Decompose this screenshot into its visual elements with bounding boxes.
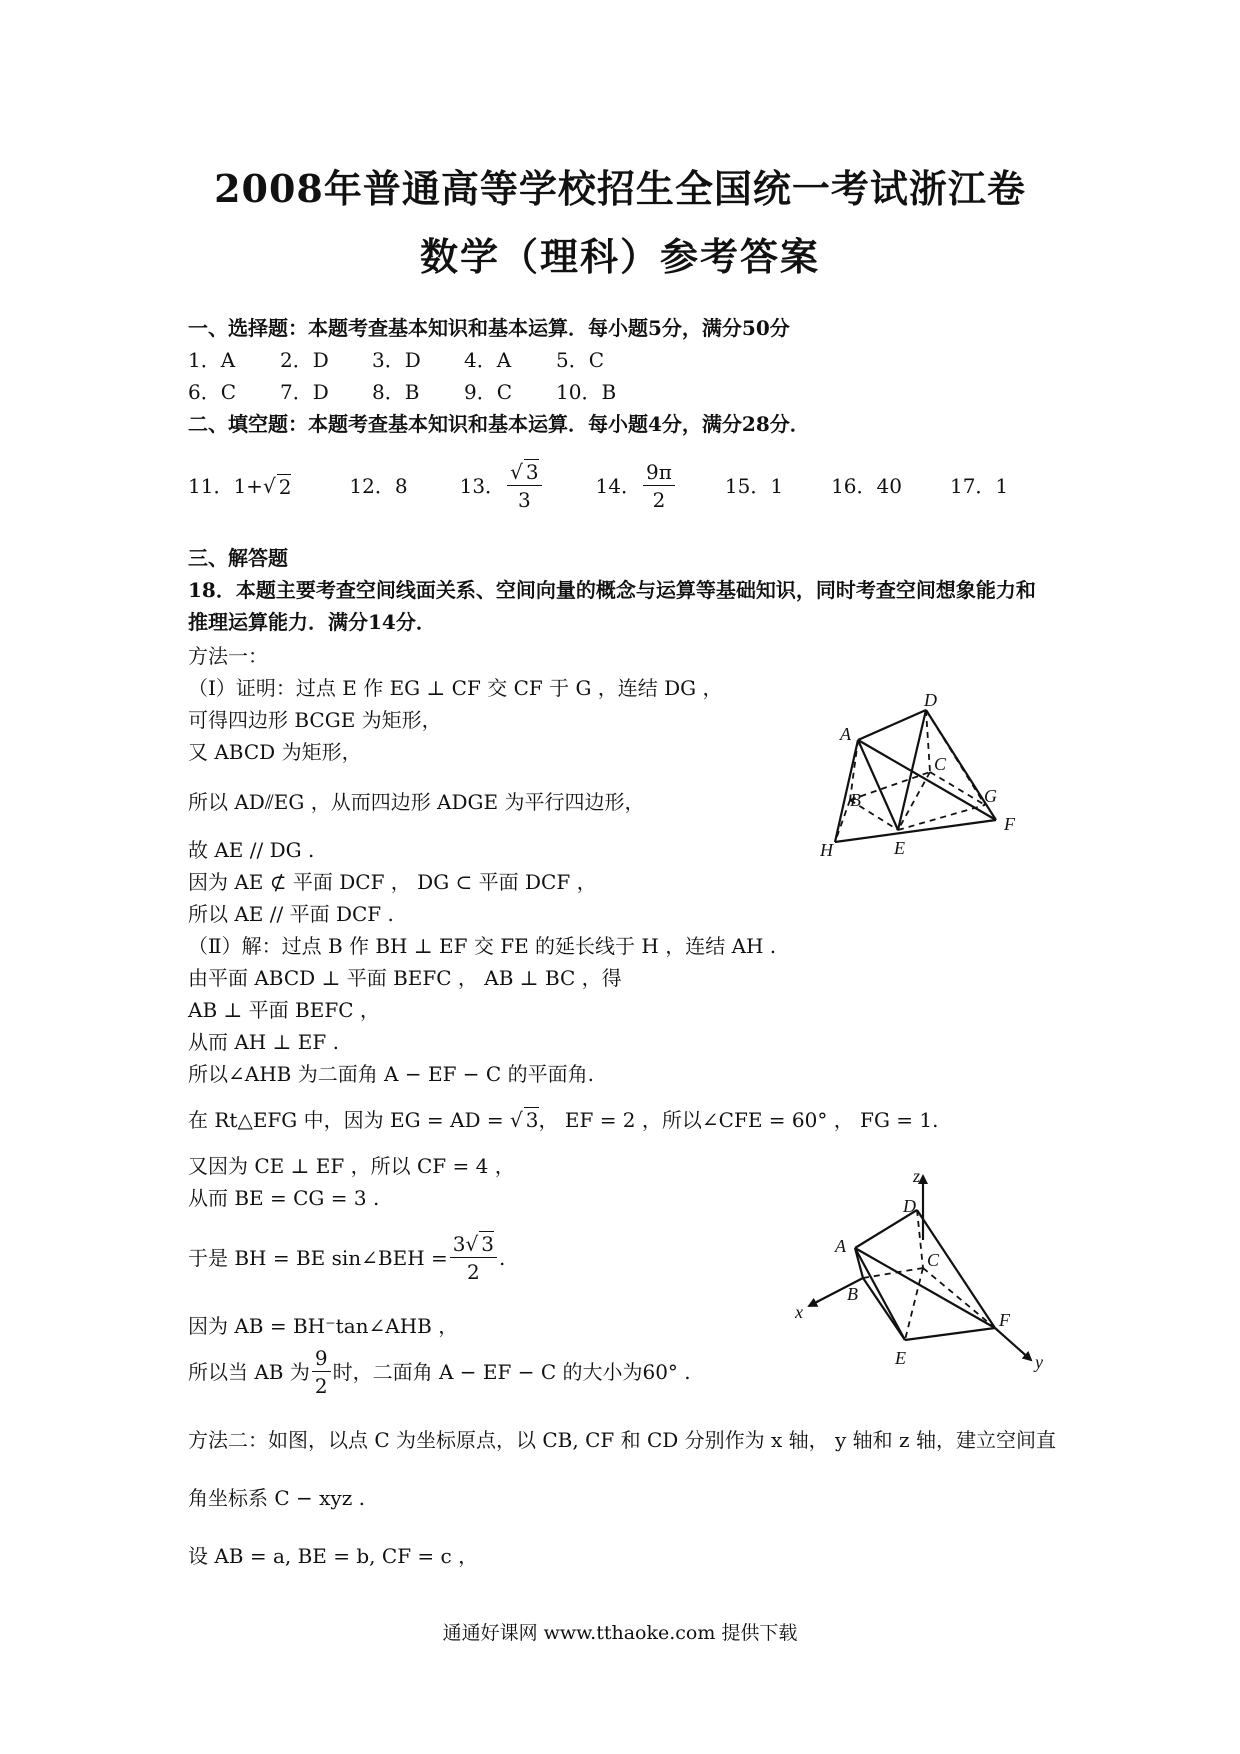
proof-line-5: 故 AE // DG . bbox=[188, 838, 315, 862]
bh-fraction-bottom: 2 bbox=[467, 1260, 480, 1284]
figure-2-coordinate-solid bbox=[795, 1168, 1065, 1383]
section2-heading: 二、填空题：本题考查基本知识和基本运算．每小题4分，满分28分． bbox=[188, 412, 810, 436]
answer-11-prefix: 1+ bbox=[233, 474, 263, 498]
answer-14-bottom: 2 bbox=[652, 488, 666, 512]
proof-line-18-b: 时，二面角 A − EF − C 的大小为60° . bbox=[332, 1360, 691, 1384]
answer-2: 2．D bbox=[280, 348, 329, 372]
proof-line-9: 由平面 ABCD ⊥ 平面 BEFC ， AB ⊥ BC ，得 bbox=[188, 966, 622, 990]
fig2-label-E: E bbox=[895, 1348, 906, 1368]
proof-line-2: 可得四边形 BCGE 为矩形， bbox=[188, 708, 442, 732]
section3-heading: 三、解答题 bbox=[188, 546, 288, 570]
page-title: 2008年普通高等学校招生全国统一考试浙江卷 bbox=[214, 166, 1026, 211]
question18-intro: 18．本题主要考查空间线面关系、空间向量的概念与运算等基础知识，同时考查空间想象能力和 bbox=[188, 578, 1036, 602]
fig2-label-F: F bbox=[999, 1310, 1010, 1330]
method-one: 方法一： bbox=[188, 644, 268, 668]
answer-13-bottom: 3 bbox=[517, 488, 531, 512]
answer-4: 4．A bbox=[464, 348, 512, 372]
fig2-label-B: B bbox=[847, 1284, 858, 1304]
answer-6: 6．C bbox=[188, 380, 237, 404]
proof-line-18-a: 所以当 AB 为 bbox=[188, 1360, 310, 1384]
fig1-label-C: C bbox=[934, 754, 947, 774]
ab-fraction bbox=[312, 1346, 331, 1398]
answer-10: 10．B bbox=[556, 380, 617, 404]
proof-line-13-radicand: 3 bbox=[525, 1108, 539, 1132]
answer-1: 1．A bbox=[188, 348, 236, 372]
proof-line-16-b: . bbox=[499, 1246, 506, 1270]
fig2-label-D: D bbox=[903, 1196, 916, 1216]
fig2-label-y: y bbox=[1035, 1352, 1043, 1372]
fill-answers-row: 11． 1+ √ 2 12．8 13． $\frac{√ 3}{3}$ 14． $\frac{9\pi}{2}$ 15．1 16．40 17．1 bbox=[188, 460, 1009, 512]
answer-14-number: 14． bbox=[595, 474, 641, 498]
proof-line-8: （Ⅱ）解：过点 B 作 BH ⊥ EF 交 FE 的延长线于 H ，连结 AH . bbox=[188, 934, 777, 958]
method-two-line-1: 方法二：如图，以点 C 为坐标原点，以 CB, CF 和 CD 分别作为 x 轴， y 轴和 z 轴，建立空间直 bbox=[188, 1428, 1056, 1452]
proof-line-15: 从而 BE = CG = 3 . bbox=[188, 1186, 380, 1210]
proof-line-4: 所以 AD⫽EG ，从而四边形 ADGE 为平行四边形， bbox=[188, 790, 645, 814]
fig1-label-E: E bbox=[894, 838, 905, 858]
proof-line-3: 又 ABCD 为矩形， bbox=[188, 740, 362, 764]
page-footer: 通通好课网 www.tthaoke.com 提供下载 bbox=[442, 1622, 798, 1644]
proof-line-10: AB ⊥ 平面 BEFC ， bbox=[188, 998, 380, 1022]
proof-line-1: （Ⅰ）证明：过点 E 作 EG ⊥ CF 交 CF 于 G ，连结 DG ， bbox=[188, 676, 723, 700]
bh-fraction-coef: 3 bbox=[452, 1232, 466, 1256]
answer-15: 15．1 bbox=[724, 474, 784, 498]
answer-14-fraction bbox=[643, 460, 675, 512]
page-subtitle: 数学（理科）参考答案 bbox=[419, 234, 820, 279]
fig2-label-z: z bbox=[913, 1168, 921, 1186]
answer-7: 7．D bbox=[280, 380, 329, 404]
choice-answers-row1 bbox=[188, 348, 648, 372]
bh-fraction: $\frac{3√ 3}{2}$ bbox=[450, 1232, 497, 1284]
proof-line-13-a: 在 Rt△EFG 中，因为 EG = AD = bbox=[188, 1108, 511, 1132]
answer-13-fraction: $\frac{√ 3}{3}$ bbox=[507, 460, 541, 512]
answer-3: 3．D bbox=[372, 348, 421, 372]
section1-heading: 一、选择题：本题考查基本知识和基本运算．每小题5分，满分50分 bbox=[188, 316, 790, 340]
question18-intro-cont: 推理运算能力．满分14分． bbox=[188, 610, 436, 634]
fig1-label-F: F bbox=[1004, 814, 1015, 834]
fig1-label-B: B bbox=[850, 790, 861, 810]
fig2-label-x: x bbox=[795, 1302, 803, 1322]
proof-line-12: 所以∠AHB 为二面角 A − EF − C 的平面角. bbox=[188, 1062, 594, 1086]
proof-line-14: 又因为 CE ⊥ EF ，所以 CF = 4 ， bbox=[188, 1154, 515, 1178]
proof-line-13-b: ， EF = 2 ，所以∠CFE = 60° ， FG = 1. bbox=[538, 1108, 939, 1132]
answer-12: 12．8 bbox=[349, 474, 408, 498]
proof-line-16-a: 于是 BH = BE sin∠BEH = bbox=[188, 1246, 448, 1270]
fig2-label-C: C bbox=[927, 1250, 940, 1270]
answer-13-top: 3 bbox=[525, 460, 539, 484]
answer-13-number: 13． bbox=[459, 474, 506, 498]
proof-line-16 bbox=[188, 1232, 505, 1284]
proof-line-18 bbox=[188, 1346, 691, 1398]
answer-5: 5．C bbox=[556, 348, 605, 372]
answer-9: 9．C bbox=[464, 380, 513, 404]
figure-1-solid bbox=[820, 692, 1040, 862]
fig1-label-A: A bbox=[840, 724, 851, 744]
fig1-label-G: G bbox=[984, 786, 997, 806]
answer-8: 8．B bbox=[372, 380, 420, 404]
fig1-label-H: H bbox=[820, 840, 833, 860]
proof-line-17: 因为 AB = BH⁻tan∠AHB ， bbox=[188, 1314, 459, 1338]
ab-fraction-bottom: 2 bbox=[314, 1374, 328, 1398]
choice-answers-row2 bbox=[188, 380, 648, 404]
answer-11-number: 11． bbox=[188, 474, 234, 498]
ab-fraction-top: 9 bbox=[312, 1346, 331, 1372]
fig2-label-A: A bbox=[835, 1236, 846, 1256]
method-two-line-2: 角坐标系 C − xyz . bbox=[188, 1486, 365, 1510]
proof-line-11: 从而 AH ⊥ EF . bbox=[188, 1030, 339, 1054]
answer-17: 17．1 bbox=[949, 474, 1009, 498]
answer-11-radicand: 2 bbox=[278, 474, 292, 499]
fig1-label-D: D bbox=[924, 692, 937, 710]
answer-14-top: 9π bbox=[643, 460, 675, 486]
method-two-line-3: 设 AB = a, BE = b, CF = c ， bbox=[188, 1544, 479, 1568]
proof-line-6: 因为 AE ⊄ 平面 DCF ， DG ⊂ 平面 DCF ， bbox=[188, 870, 597, 894]
bh-fraction-radicand: 3 bbox=[481, 1232, 494, 1256]
proof-line-13: 在 Rt△EFG 中，因为 EG = AD = √ 3， EF = 2 ，所以∠CFE = 60° ， FG = 1. bbox=[188, 1108, 939, 1132]
answer-16: 16．40 bbox=[831, 474, 902, 498]
proof-line-7: 所以 AE // 平面 DCF . bbox=[188, 902, 394, 926]
